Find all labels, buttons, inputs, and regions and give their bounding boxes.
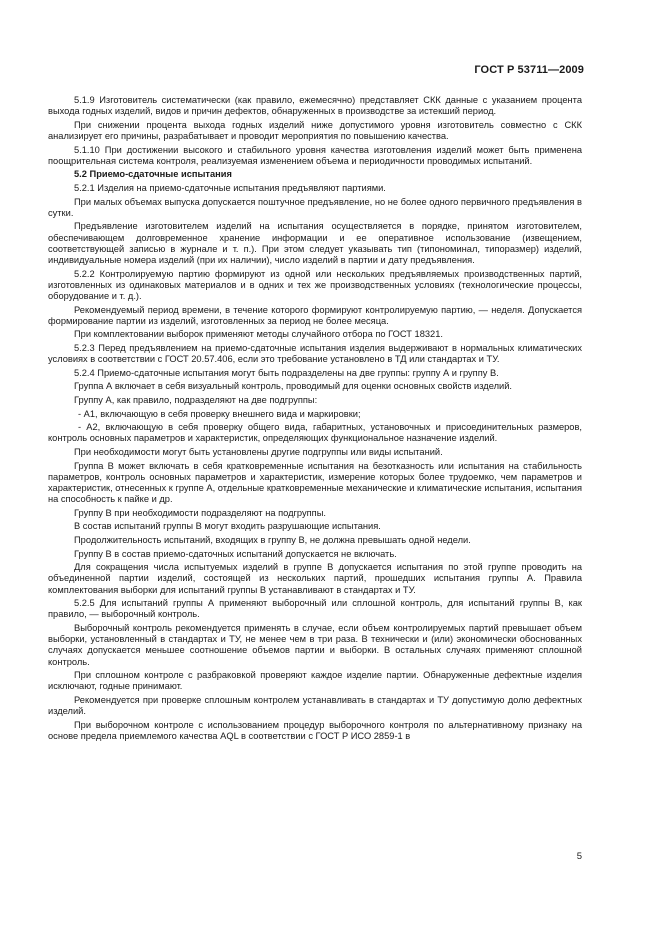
paragraph: Предъявление изготовителем изделий на испытания осуществляется в порядке, принятом изготовителем, обеспечивающем долговременное хранение информации и ее оперативное использование (извещением, соответствующей записью в журнале и т. п.). При этом следует указывать тип (типономинал, типоразмер) изделий, индивидуальные номера изделий (при их наличии), число изделий в партии и дату предъявления. [48,221,582,265]
page-number: 5 [576,851,582,862]
paragraph: 5.2.2 Контролируемую партию формируют из одной или нескольких предъявляемых производственных партий, изготовленных из одинаковых материалов и в одних и тех же производственных условиях (технологические процессы, оборудование и т. д.). [48,268,582,301]
paragraph: 5.2.3 Перед предъявлением на приемо-сдаточные испытания изделия выдерживают в нормальных климатических условиях в соответствии с ГОСТ 20.57.406, если это требование установлено в ТД или стандартах и ТУ. [48,342,582,365]
paragraph: Группу А, как правило, подразделяют на две подгруппы: [74,394,318,405]
paragraph: Выборочный контроль рекомендуется применять в случае, если объем контролируемых партий превышает объем выборки, установленный в стандартах и ТУ, не менее чем в три раза. В технически и (или) экономически обоснованных случаях допускается меньшее соотношение объемов партии и выборки. В остальных случаях применяют сплошной контроль. [48,622,582,667]
standard-designation: ГОСТ Р 53711—2009 [474,64,584,76]
paragraph: Группа В может включать в себя кратковременные испытания на безотказность или испытания на стабильность параметров, контроль основных параметров и характеристик, измерение которых более трудоемко, чем параметров и характеристик, отнесенных к группе А, отдельные кратковременные механические и климатические испытания, испытания на способность к пайке и др. [48,460,582,505]
section-heading: 5.2 Приемо-сдаточные испытания [74,169,232,180]
paragraph: При малых объемах выпуска допускается поштучное предъявление, но не более одного первичного предъявления в сутки. [48,196,582,218]
paragraph: 5.1.10 При достижении высокого и стабильного уровня качества изготовления изделий может быть применена поощрительная система контроля, реализуемая изменением объема и периодичности проводимых испытаний. [48,144,582,166]
paragraph: 5.2.4 Приемо-сдаточные испытания могут быть подразделены на две группы: группу А и группу В. [74,367,499,378]
paragraph: 5.2.1 Изделия на приемо-сдаточные испытания предъявляют партиями. [74,182,386,193]
paragraph: 5.2.5 Для испытаний группы А применяют выборочный или сплошной контроль, для испытаний группы В, как правило, — выборочный контроль. [48,598,582,620]
paragraph: Рекомендуемый период времени, в течение которого формируют контролируемую партию, — неделя. Допускается формирование партии из изделий, изготовленных за период не более месяца. [48,304,582,326]
document-body [48,95,582,745]
paragraph: Группу В при необходимости подразделяют на подгруппы. [74,507,326,518]
paragraph: При сплошном контроле с разбраковкой проверяют каждое изделие партии. Обнаруженные дефектные изделия исключают, годные принимают. [48,670,582,692]
list-item: - А1, включающую в себя проверку внешнего вида и маркировки; [78,408,361,419]
paragraph: При необходимости могут быть установлены другие подгруппы или виды испытаний. [74,446,443,457]
paragraph: Продолжительность испытаний, входящих в группу В, не должна превышать одной недели. [74,534,471,545]
paragraph: При комплектовании выборок применяют методы случайного отбора по ГОСТ 18321. [74,329,443,340]
paragraph: При выборочном контроле с использованием процедур выборочного контроля по альтернативному признаку на основе предела приемлемого качества AQL в соответствии с ГОСТ Р ИСО 2859-1 в [48,719,582,741]
paragraph: Группа А включает в себя визуальный контроль, проводимый для оценки основных свойств изделий. [74,381,512,392]
paragraph: При снижении процента выхода годных изделий ниже допустимого уровня изготовитель совместно с СКК анализирует его причины, разрабатывает и проводит мероприятия по повышению качества. [48,119,582,141]
paragraph: Для сокращения числа испытуемых изделий в группе В допускается испытания по этой группе проводить на объединенной партии изделий, состоящей из нескольких партий, прошедших испытания группы А. Правила комплектования выборки для испытаний группы В устанавливают в стандартах и ТУ. [48,562,582,595]
paragraph: В состав испытаний группы В могут входить разрушающие испытания. [74,521,381,532]
paragraph: Рекомендуется при проверке сплошным контролем устанавливать в стандартах и ТУ допустимую долю дефектных изделий. [48,694,582,717]
list-item: - А2, включающую в себя проверку общего вида, габаритных, установочных и присоединительных размеров, контроль основных параметров и характеристик, определяющих функциональное назначение изделий. [48,422,582,444]
paragraph: 5.1.9 Изготовитель систематически (как правило, ежемесячно) представляет СКК данные с указанием процента выхода годных изделий, видов и причин дефектов, обнаруженных в производстве за истекший период. [48,95,582,117]
paragraph: Группу В в состав приемо-сдаточных испытаний допускается не включать. [74,548,397,559]
